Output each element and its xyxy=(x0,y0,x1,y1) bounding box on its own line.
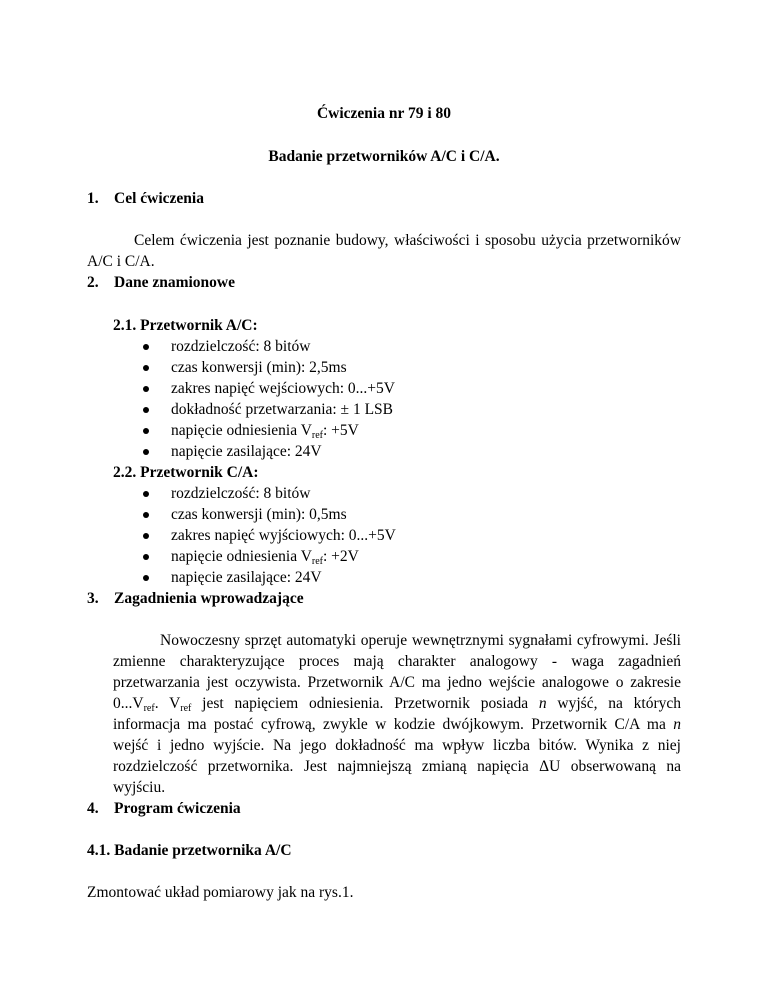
list-item: napięcie odniesienia $V_{ref}$: +2V xyxy=(142,546,396,567)
bullet-icon xyxy=(143,344,149,350)
section-4-number: 4. xyxy=(87,800,99,817)
subsection-2-2-title: 2.2. Przetwornik C/A: xyxy=(113,464,259,481)
bullet-icon xyxy=(143,554,149,560)
section-1-title: Cel ćwiczenia xyxy=(114,190,204,207)
list-item: czas konwersji (min): 0,5ms xyxy=(142,504,396,525)
list-item: napięcie zasilające: 24V xyxy=(142,567,396,588)
section-3-text: Nowoczesny sprzęt automatyki operuje wewnętrznymi sygnałami cyfrowymi. Jeśli zmienne charakteryzujące proces mają charakter analogowy - waga zagadnień przetwarzania jest oczywista. Przetwornik A/C ma jedno wejście analogowe o zakresie $0...V_{ref}$. $V_{ref}$ jest napięciem odniesienia. Przetwornik posiada n wyjść, na których informacja ma postać cyfrową, zwykle w kodzie dwójkowym. Przetwornik C/A ma n wejść i jedno wyjście. Na jego dokładność ma wpływ liczba bitów. Wynika z niej rozdzielczość przetwornika. Jest najmniejszą zmianą napięcia ΔU obserwowaną na wyjściu. xyxy=(113,632,681,796)
list-item: napięcie zasilające: 24V xyxy=(142,441,395,462)
section-1-number: 1. xyxy=(87,190,99,207)
bullet-icon xyxy=(143,575,149,581)
bullet-icon xyxy=(143,428,149,434)
section-2-title: Dane znamionowe xyxy=(114,274,235,291)
bullet-icon xyxy=(143,386,149,392)
section-1-text: Celem ćwiczenia jest poznanie budowy, właściwości i sposobu użycia przetworników A/C i C/A. xyxy=(87,232,681,270)
list-item: dokładność przetwarzania: ± 1 LSB xyxy=(142,399,395,420)
section-3-title: Zagadnienia wprowadzające xyxy=(114,590,304,607)
section-2-number: 2. xyxy=(87,274,99,291)
ca-specs-list xyxy=(142,483,396,588)
list-item: rozdzielczość: 8 bitów xyxy=(142,336,395,357)
list-item: rozdzielczość: 8 bitów xyxy=(142,483,396,504)
bullet-icon xyxy=(143,533,149,539)
bullet-icon xyxy=(143,407,149,413)
document-subtitle: Badanie przetworników A/C i C/A. xyxy=(268,148,500,165)
list-item: czas konwersji (min): 2,5ms xyxy=(142,357,395,378)
subsection-2-1-title: 2.1. Przetwornik A/C: xyxy=(113,317,258,334)
section-3-number: 3. xyxy=(87,590,99,607)
document-title: Ćwiczenia nr 79 i 80 xyxy=(316,105,452,122)
section-4-text: Zmontować układ pomiarowy jak na rys.1. xyxy=(87,884,354,901)
bullet-icon xyxy=(143,449,149,455)
section-4-title: Program ćwiczenia xyxy=(114,800,241,817)
ac-specs-list xyxy=(142,336,395,462)
subsection-4-1-title: 4.1. Badanie przetwornika A/C xyxy=(87,842,292,859)
list-item: zakres napięć wyjściowych: 0...+5V xyxy=(142,525,396,546)
bullet-icon xyxy=(143,512,149,518)
list-item: zakres napięć wejściowych: 0...+5V xyxy=(142,378,395,399)
bullet-icon xyxy=(143,365,149,371)
list-item: napięcie odniesienia $V_{ref}$: +5V xyxy=(142,420,395,441)
bullet-icon xyxy=(143,491,149,497)
